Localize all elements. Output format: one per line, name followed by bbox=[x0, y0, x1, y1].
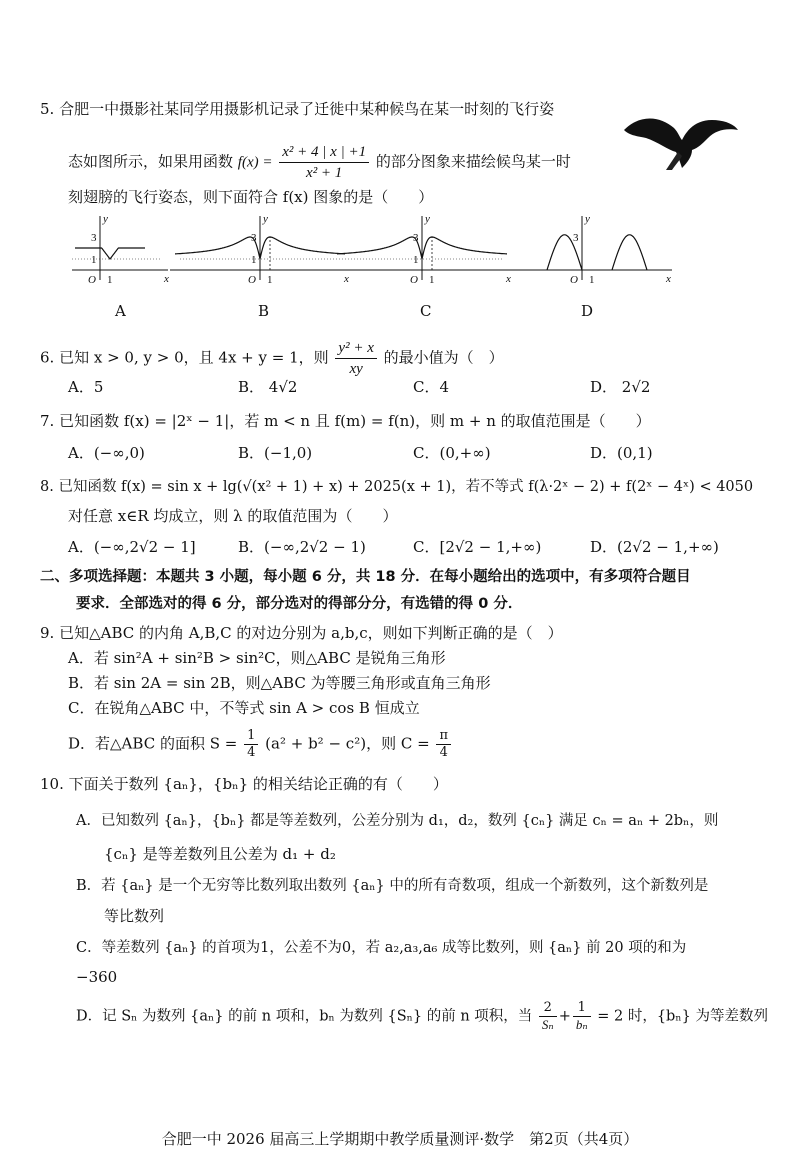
graph-label-c: C bbox=[420, 302, 432, 320]
question-number: 5. bbox=[40, 100, 55, 118]
section-heading-multi-choice-line2: 要求．全部选对的得 6 分，部分选对的得部分分，有选错的得 0 分． bbox=[76, 596, 523, 612]
function-label: f(x) = bbox=[237, 154, 273, 171]
graph-b-tick-y1: 1 bbox=[251, 254, 257, 266]
section-heading-multi-choice: 二、多项选择题：本题共 3 小题，每小题 6 分，共 18 分．在每小题给出的选项中，有多项符合题目 bbox=[40, 569, 691, 585]
graph-a-curve bbox=[75, 248, 145, 259]
q10-option-b-line2: 等比数列 bbox=[104, 907, 165, 925]
question-number: 10. bbox=[40, 775, 64, 793]
q7-option-c: C．(0,+∞) bbox=[413, 444, 491, 462]
q6-option-b: B． 4√2 bbox=[238, 378, 298, 396]
q5-line2: 态如图所示，如果用函数 f(x) = $\frac{\text{x² + 4 | x | +1}}{\text{x² + 1}}$ 的部分图象来描绘候鸟某一时 bbox=[68, 144, 571, 181]
graph-c-x-label: x bbox=[506, 273, 511, 285]
graph-a-origin: O bbox=[88, 274, 96, 286]
graph-b-origin: O bbox=[248, 274, 256, 286]
page-footer: 合肥一中 2026 届高三上学期期中教学质量测评·数学 第2页（共4页） bbox=[161, 1130, 639, 1148]
q10-option-c-line2: −360 bbox=[76, 968, 118, 986]
graph-a-tick-y1: 1 bbox=[91, 254, 97, 266]
q5-line3: 刻翅膀的飞行姿态，则下面符合 f(x) 图象的是（ ） bbox=[68, 188, 434, 206]
q8-stem-line1: 8. 已知函数 f(x) = sin x + lg(√(x² + 1) + x) + 2025(x + 1)，若不等式 f(λ·2ˣ − 2) + f(2ˣ − 4ˣ) < 4050 bbox=[40, 479, 754, 495]
graph-d-y-label: y bbox=[585, 213, 590, 225]
q5-fraction: $\frac{\text{x² + 4 | x | +1}}{\text{x² + 1}}$ bbox=[279, 142, 369, 183]
q9-option-a: A．若 sin²A + sin²B > sin²C，则△ABC 是锐角三角形 bbox=[68, 649, 446, 667]
graph-c-tick-x1: 1 bbox=[429, 274, 435, 286]
q10-option-a-line1: A．已知数列 {aₙ}，{bₙ} 都是等差数列，公差分别为 d₁，d₂，数列 {cₙ} 满足 cₙ = aₙ + 2bₙ，则 bbox=[76, 813, 719, 829]
graph-label-b: B bbox=[258, 302, 270, 320]
graph-b-x-label: x bbox=[344, 273, 349, 285]
q7-option-a: A．(−∞,0) bbox=[68, 444, 145, 462]
q7-option-d: D．(0,1) bbox=[590, 444, 653, 462]
q8-option-a: A．(−∞,2√2 − 1] bbox=[68, 538, 196, 556]
graph-d-tick-y3: 3 bbox=[573, 232, 579, 244]
graph-a-x-label: x bbox=[164, 273, 169, 285]
q5-graphs bbox=[60, 212, 760, 324]
q7-stem: 7. 已知函数 f(x) = |2ˣ − 1|，若 m < n 且 f(m) = f(n)，则 m + n 的取值范围是（ ） bbox=[40, 412, 651, 430]
q10-option-c-line1: C．等差数列 {aₙ} 的首项为1，公差不为0，若 a₂,a₃,a₆ 成等比数列，则 {aₙ} 前 20 项的和为 bbox=[76, 940, 687, 956]
graph-label-a: A bbox=[115, 302, 126, 320]
q6-stem: 6. 已知 x > 0, y > 0，且 4x + y = 1，则 $\frac{\text{y² + x}}{xy}$ 的最小值为（ ） bbox=[40, 340, 504, 377]
graph-d-origin: O bbox=[570, 274, 578, 286]
q6-option-a: A．5 bbox=[68, 378, 104, 396]
graph-b-y-label: y bbox=[263, 213, 268, 225]
graph-label-d: D bbox=[581, 302, 594, 320]
q9-option-b: B．若 sin 2A = sin 2B，则△ABC 为等腰三角形或直角三角形 bbox=[68, 674, 491, 692]
question-number: 6. bbox=[40, 348, 55, 367]
graph-c-y-label: y bbox=[425, 213, 430, 225]
q9-stem: 9. 已知△ABC 的内角 A,B,C 的对边分别为 a,b,c，则如下判断正确的是（ ） bbox=[40, 624, 563, 642]
q8-option-c: C．[2√2 − 1,+∞) bbox=[413, 538, 542, 556]
q5-stem-text: 合肥一中摄影社某同学用摄影机记录了迁徙中某种候鸟在某一时刻的飞行姿 bbox=[59, 100, 555, 118]
graph-a-tick-x1: 1 bbox=[107, 274, 113, 286]
q9-option-c: C．在锐角△ABC 中，不等式 sin A > cos B 恒成立 bbox=[68, 699, 420, 717]
graph-c-tick-y1: 1 bbox=[413, 254, 419, 266]
graph-b-tick-x1: 1 bbox=[267, 274, 273, 286]
q8-option-d: D．(2√2 − 1,+∞) bbox=[590, 538, 719, 556]
q10-stem: 10. 下面关于数列 {aₙ}，{bₙ} 的相关结论正确的有（ ） bbox=[40, 775, 448, 793]
bird-photo bbox=[622, 110, 740, 172]
q10-option-b-line1: B．若 {aₙ} 是一个无穷等比数列取出数列 {aₙ} 中的所有奇数项，组成一个新数列，这个新数列是 bbox=[76, 878, 709, 894]
graph-a-y-label: y bbox=[103, 213, 108, 225]
graph-d-tick-x1: 1 bbox=[589, 274, 595, 286]
q8-stem-line2: 对任意 x∈R 均成立，则 λ 的取值范围为（ ） bbox=[68, 507, 398, 525]
question-number: 7. bbox=[40, 412, 55, 430]
q10-option-d: D．记 Sₙ 为数列 {aₙ} 的前 n 项和，bₙ 为数列 {Sₙ} 的前 n 项积，当 $\frac{2}{\text{Sₙ}}$ + $\frac{1}{\text{bₙ}}$ = 2 时，{bₙ} 为等差数列 bbox=[76, 1000, 768, 1032]
q10-option-a-line2: {cₙ} 是等差数列且公差为 d₁ + d₂ bbox=[104, 845, 336, 863]
q5-line1 bbox=[40, 98, 554, 120]
graph-d-x-label: x bbox=[666, 273, 671, 285]
q6-option-d: D． 2√2 bbox=[590, 378, 651, 396]
q8-option-b: B．(−∞,2√2 − 1) bbox=[238, 538, 366, 556]
q7-option-b: B．(−1,0) bbox=[238, 444, 313, 462]
graph-a-tick-y3: 3 bbox=[91, 232, 97, 244]
q6-option-c: C．4 bbox=[413, 378, 450, 396]
graph-c-origin: O bbox=[410, 274, 418, 286]
question-number: 9. bbox=[40, 624, 55, 642]
graph-b-tick-y3: 3 bbox=[251, 232, 257, 244]
q9-option-d: D．若△ABC 的面积 S = $\frac{1}{4}$ (a² + b² − c²)，则 C = $\frac{\pi}{4}$ bbox=[68, 728, 453, 761]
q6-fraction: $\frac{\text{y² + x}}{xy}$ bbox=[335, 338, 376, 379]
graph-c-tick-y3: 3 bbox=[413, 232, 419, 244]
question-number: 8. bbox=[40, 479, 54, 495]
graph-d-curve-right bbox=[612, 235, 647, 270]
